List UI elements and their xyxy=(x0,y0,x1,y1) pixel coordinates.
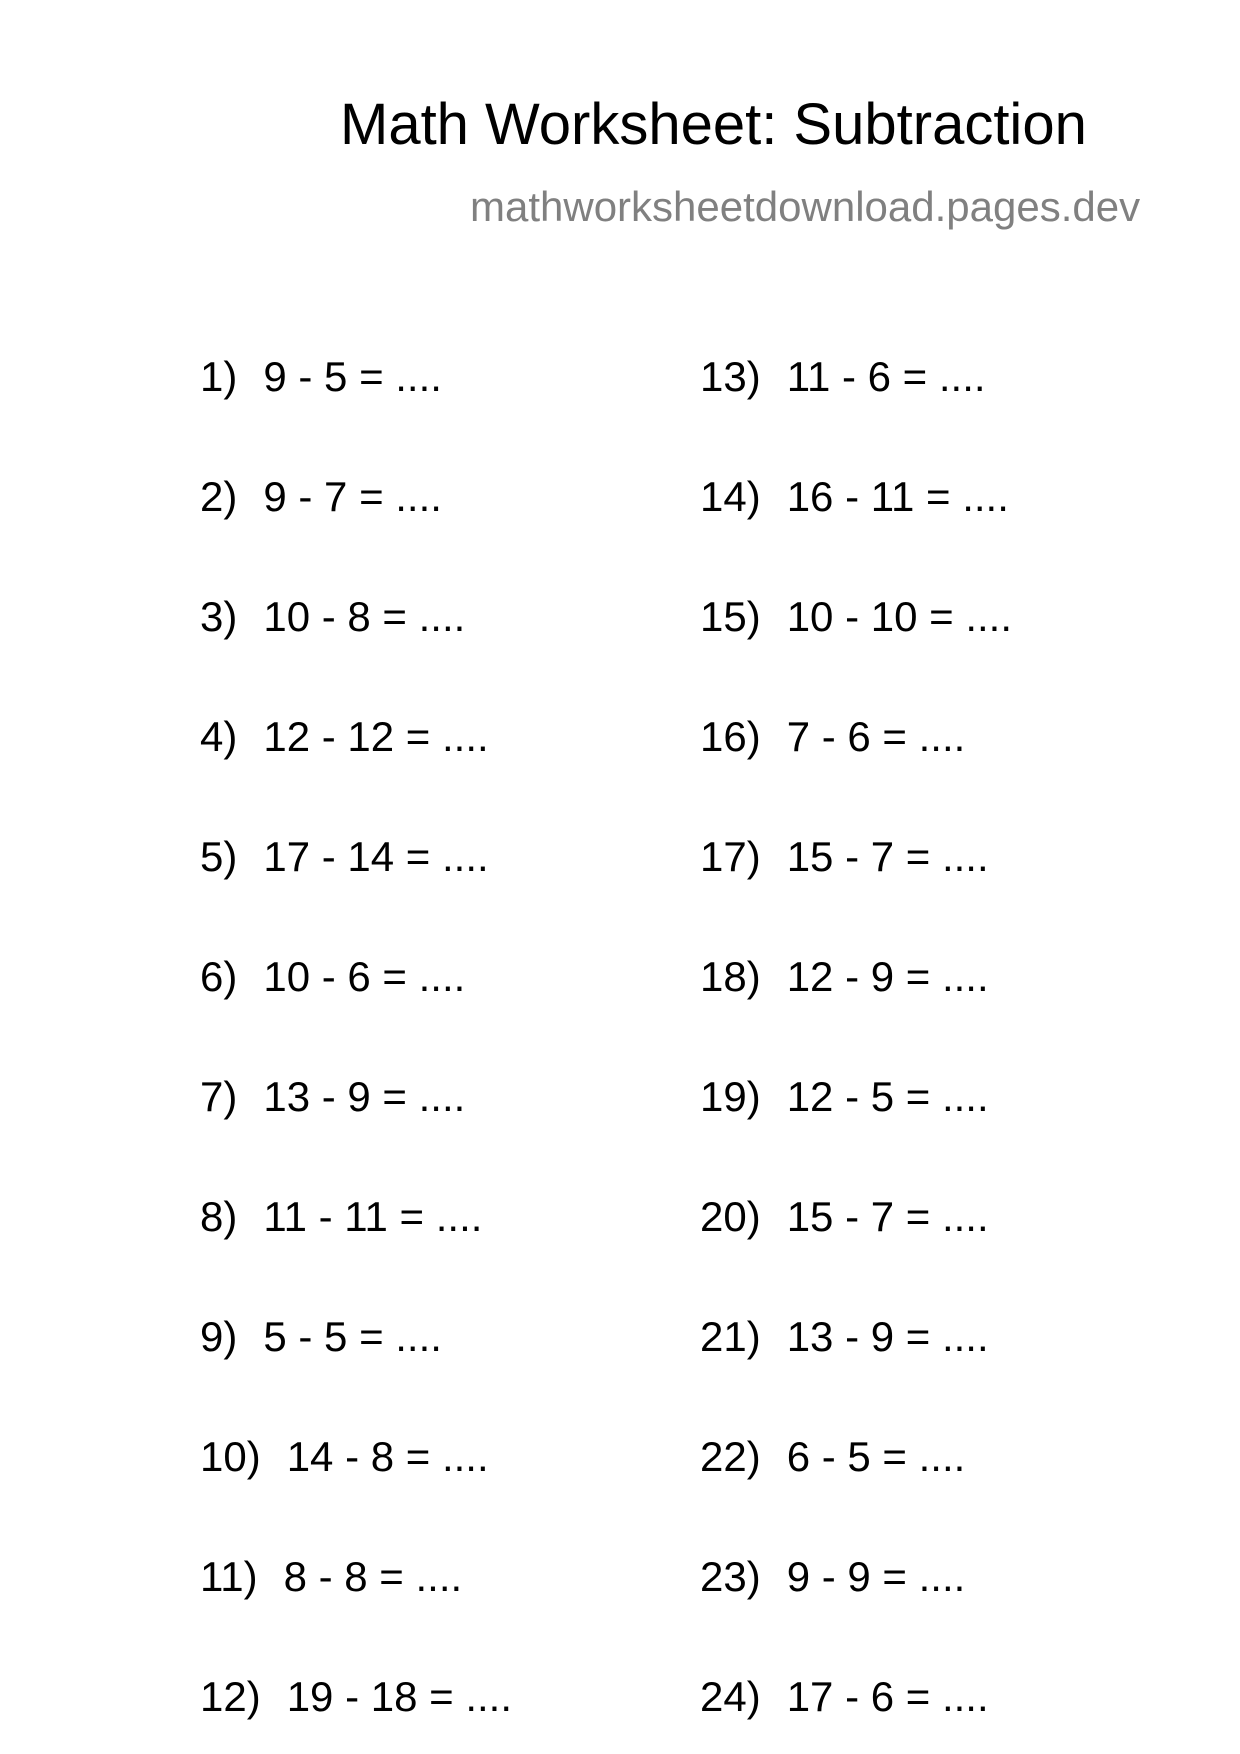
problem-item xyxy=(200,473,442,520)
problem-number: 2) xyxy=(200,473,238,520)
problem-number: 5) xyxy=(200,833,238,880)
problem-number: 17) xyxy=(700,833,761,880)
problem-expression: 15 - 7 = .... xyxy=(786,833,989,880)
problem-number: 19) xyxy=(700,1073,761,1120)
problem-expression: 12 - 5 = .... xyxy=(786,1073,989,1120)
problem-expression: 8 - 8 = .... xyxy=(283,1553,463,1600)
problem-expression: 9 - 7 = .... xyxy=(263,473,442,520)
problem-number: 3) xyxy=(200,593,238,640)
problem-expression: 11 - 6 = .... xyxy=(786,353,986,400)
problem-item xyxy=(700,1073,989,1120)
problem-item xyxy=(200,833,489,880)
problem-item xyxy=(200,713,489,760)
problem-item xyxy=(700,1673,989,1720)
problem-item xyxy=(700,353,986,400)
problem-expression: 5 - 5 = .... xyxy=(263,1313,442,1360)
problem-number: 7) xyxy=(200,1073,238,1120)
problem-expression: 10 - 6 = .... xyxy=(263,953,466,1000)
problem-number: 12) xyxy=(200,1673,261,1720)
problem-item xyxy=(200,1433,489,1480)
problem-item xyxy=(700,1553,966,1600)
problem-item xyxy=(200,353,442,400)
problem-number: 9) xyxy=(200,1313,238,1360)
problem-expression: 14 - 8 = .... xyxy=(286,1433,489,1480)
problem-expression: 12 - 12 = .... xyxy=(263,713,489,760)
problem-number: 10) xyxy=(200,1433,261,1480)
problem-item xyxy=(200,1313,442,1360)
problem-item xyxy=(200,1073,466,1120)
problem-number: 8) xyxy=(200,1193,238,1240)
problem-number: 1) xyxy=(200,353,238,400)
problem-expression: 17 - 14 = .... xyxy=(263,833,489,880)
problem-item xyxy=(700,593,1013,640)
problem-number: 15) xyxy=(700,593,761,640)
problem-expression: 7 - 6 = .... xyxy=(786,713,966,760)
problem-expression: 6 - 5 = .... xyxy=(786,1433,966,1480)
worksheet-title: Math Worksheet: Subtraction xyxy=(340,92,1087,157)
problem-number: 13) xyxy=(700,353,761,400)
problem-item xyxy=(700,953,989,1000)
problem-expression: 13 - 9 = .... xyxy=(263,1073,466,1120)
problem-item xyxy=(700,1313,989,1360)
problem-item xyxy=(200,953,466,1000)
problem-number: 14) xyxy=(700,473,761,520)
problem-number: 11) xyxy=(200,1553,258,1600)
problem-number: 22) xyxy=(700,1433,761,1480)
problem-number: 23) xyxy=(700,1553,761,1600)
problem-number: 24) xyxy=(700,1673,761,1720)
problem-expression: 10 - 8 = .... xyxy=(263,593,466,640)
problem-number: 6) xyxy=(200,953,238,1000)
problem-item xyxy=(200,593,466,640)
problem-expression: 13 - 9 = .... xyxy=(786,1313,989,1360)
problem-expression: 12 - 9 = .... xyxy=(786,953,989,1000)
problem-expression: 15 - 7 = .... xyxy=(786,1193,989,1240)
problem-number: 20) xyxy=(700,1193,761,1240)
problem-item xyxy=(700,713,966,760)
problem-item xyxy=(700,1433,966,1480)
problem-number: 16) xyxy=(700,713,761,760)
problem-expression: 17 - 6 = .... xyxy=(786,1673,989,1720)
problem-expression: 9 - 9 = .... xyxy=(786,1553,966,1600)
problem-expression: 19 - 18 = .... xyxy=(286,1673,513,1720)
problem-expression: 11 - 11 = .... xyxy=(263,1193,483,1240)
problem-item xyxy=(700,833,989,880)
problem-number: 18) xyxy=(700,953,761,1000)
problem-item xyxy=(200,1193,483,1240)
problem-expression: 16 - 11 = .... xyxy=(786,473,1009,520)
problem-number: 4) xyxy=(200,713,238,760)
problem-number: 21) xyxy=(700,1313,761,1360)
problem-item xyxy=(700,1193,989,1240)
problem-item xyxy=(700,473,1009,520)
problem-item xyxy=(200,1553,463,1600)
website-subtitle: mathworksheetdownload.pages.dev xyxy=(470,183,1141,230)
problem-expression: 9 - 5 = .... xyxy=(263,353,442,400)
problem-item xyxy=(200,1673,513,1720)
problem-expression: 10 - 10 = .... xyxy=(786,593,1013,640)
